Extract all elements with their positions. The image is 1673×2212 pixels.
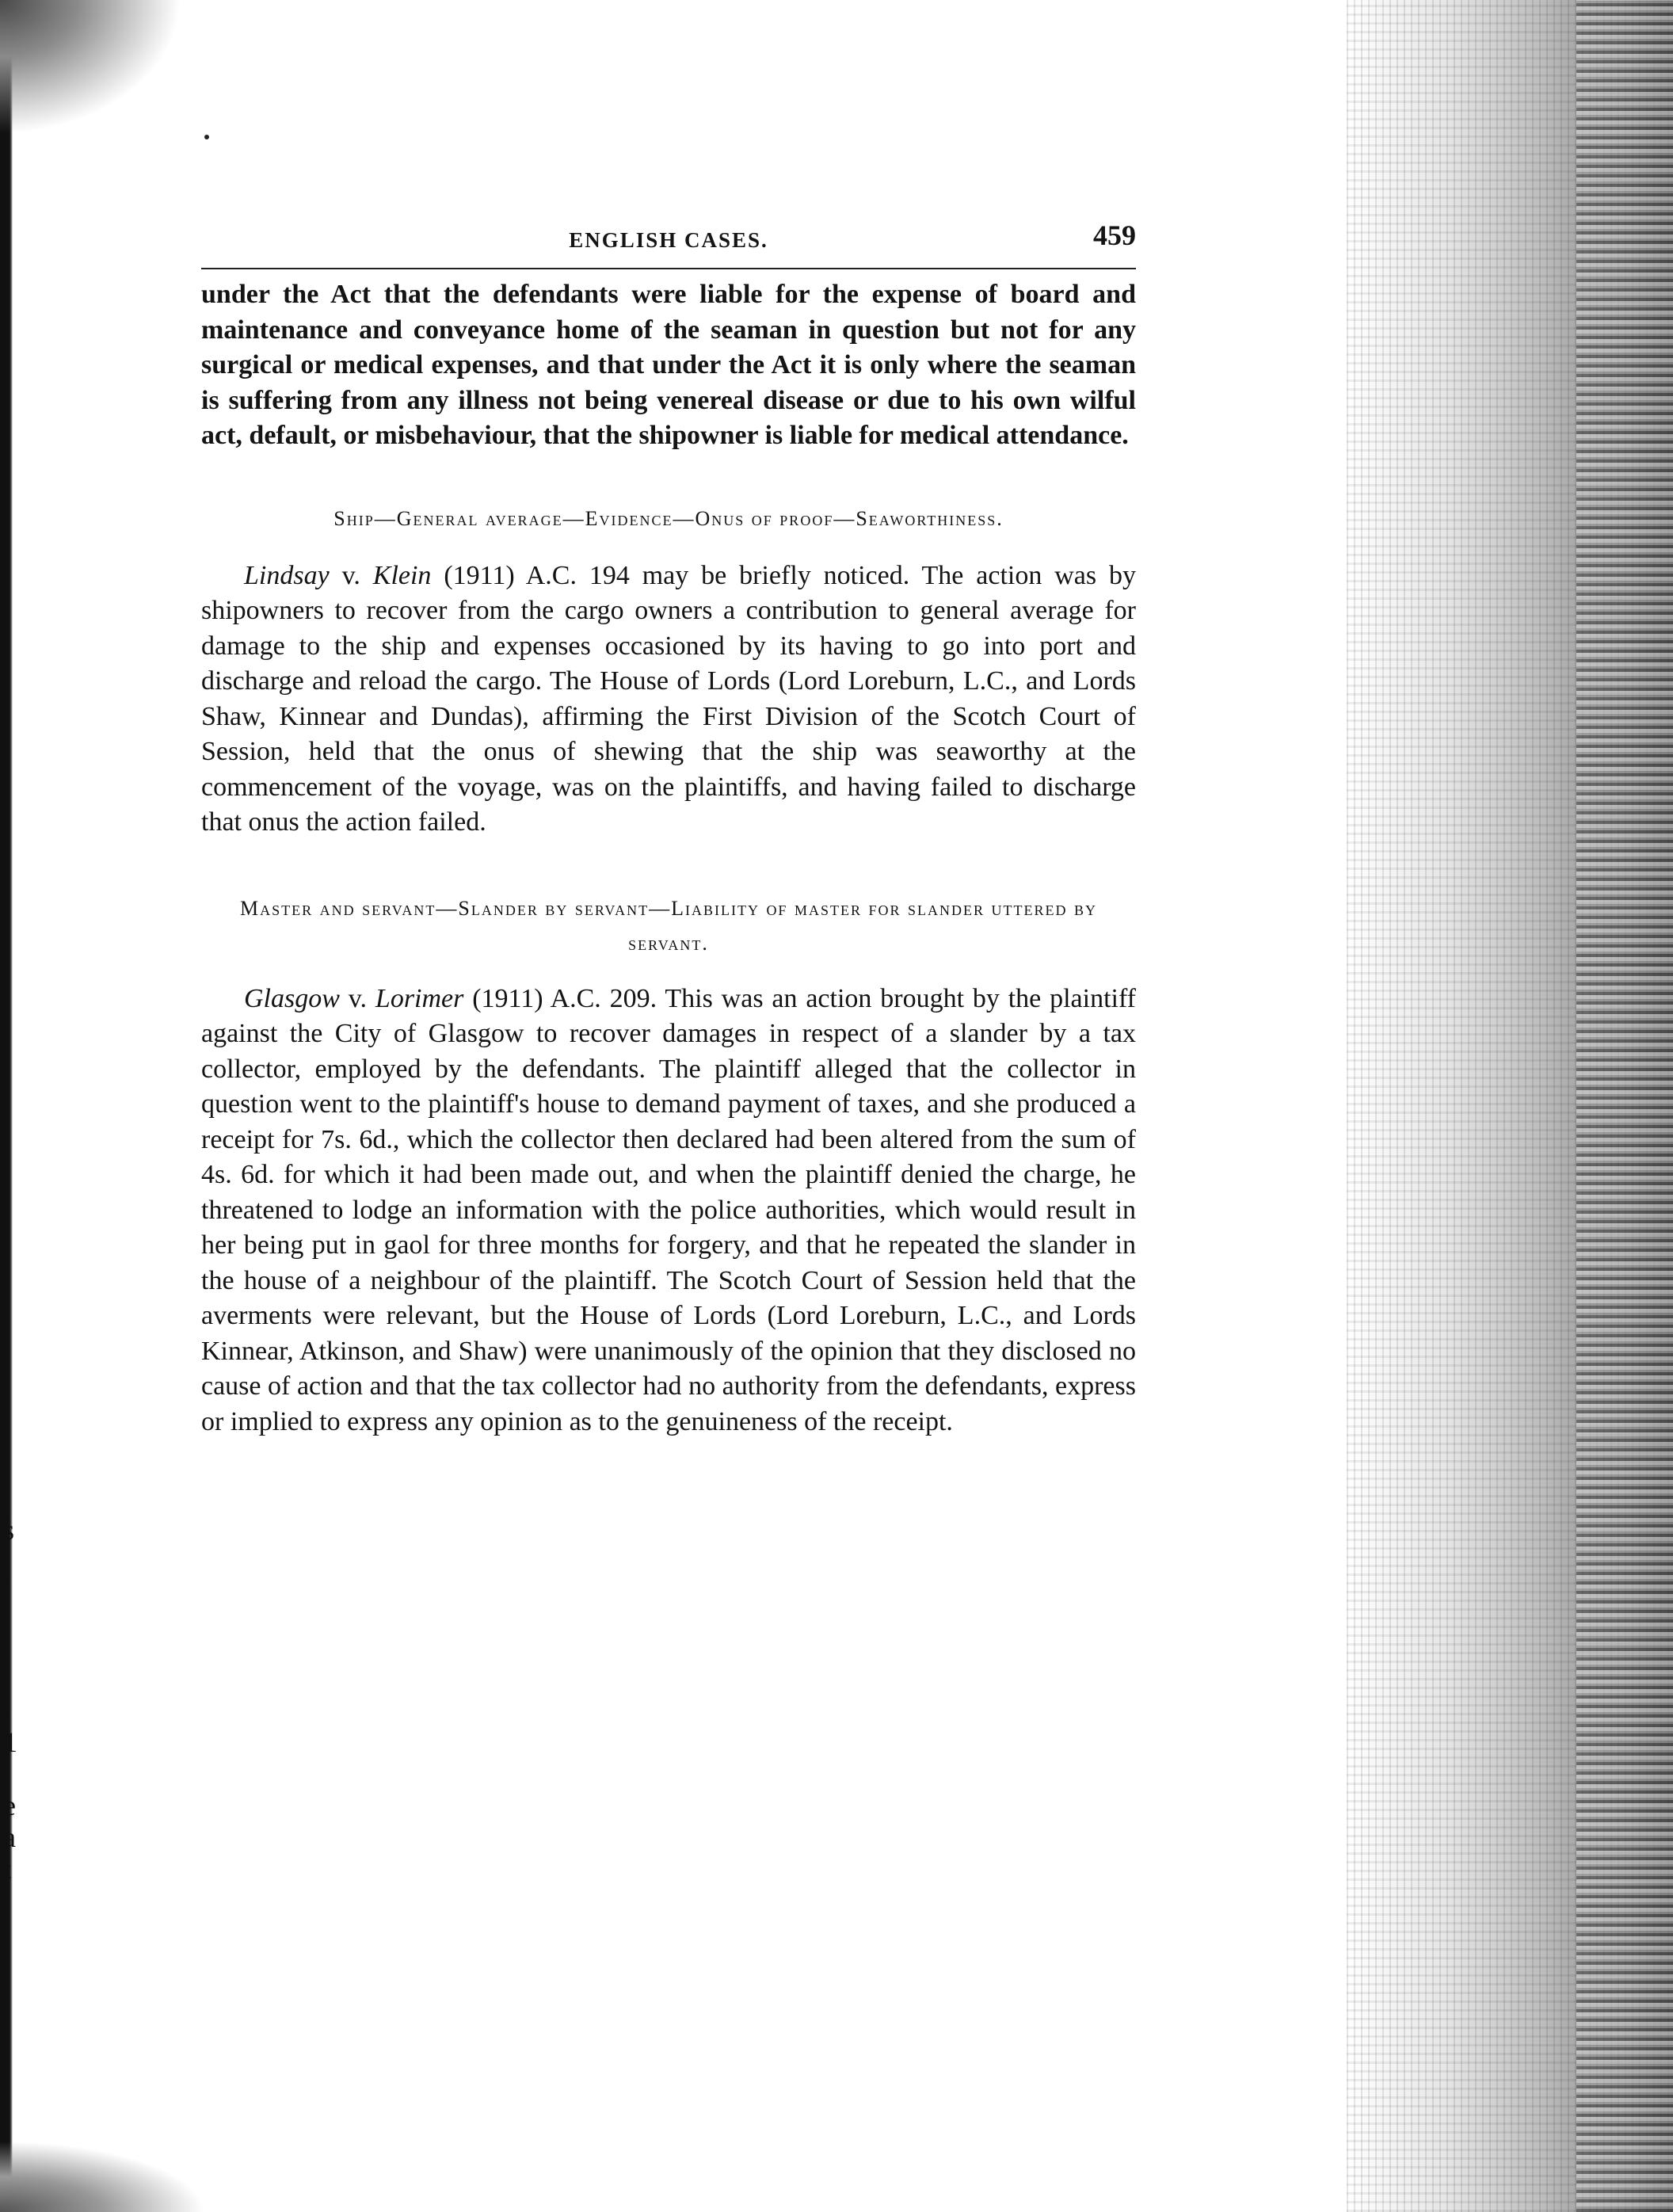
margin-fragment: .: [3, 1649, 10, 1680]
margin-fragment: .: [3, 1758, 10, 1790]
scan-corner-shadow-top: [0, 0, 182, 135]
margin-fragment: ,: [3, 1687, 10, 1718]
running-title: ENGLISH CASES.: [569, 228, 768, 252]
margin-fragment: e: [3, 1790, 16, 1821]
case-defendant: Lorimer: [375, 983, 464, 1013]
section-paragraph: [201, 982, 1136, 1440]
margin-fragment: s: [3, 1514, 15, 1546]
continuation-paragraph: under the Act that the defendants were liable for the expense of board and maintenance and conveyance home of the seaman in question but not for any surgical or medical expenses, and that under the Act it is only where the seaman is suffering from any illness not being venereal disease or due to his own wilful act, default, or misbehaviour, that the shipowner is liable for medical attendance.: [201, 280, 1136, 450]
scan-corner-shadow-bottom: [0, 2141, 206, 2212]
scan-right-page-stack: [1576, 0, 1673, 2212]
page-number: 459: [1093, 219, 1136, 251]
running-header: [201, 219, 1136, 263]
case-plaintiff: Lindsay: [244, 560, 330, 590]
margin-fragment: ,: [3, 1554, 10, 1585]
case-text: (1911) A.C. 209. This was an action brought by the plaintiff against the City of Glasgow to recover damages in respect of a slander by a tax collector, employed by the defendants. The plaintiff alleged that the collector in question went to the plaintiff's house to demand payment of taxes, and she produced a receipt for 7s. 6d., which the collector then declared had been altered from the sum of 4s. 6d. for which it had been made out, and when the plaintiff denied the charge, he threatened to lodge an information with the police authorities, which would result in her being put in gaol for three months for forgery, and that he repeated the slander in the house of a neighbour of the plaintiff. The Scotch Court of Session held that the averments were relevant, but the House of Lords (Lord Loreburn, L.C., and Lords Kinnear, Atkinson, and Shaw) were unanimously of the opinion that they disclosed no cause of action and that the tax collector had no authority from the defendants, express or implied to express any opinion as to the genuineness of the receipt.: [201, 983, 1136, 1436]
section-paragraph: [201, 559, 1136, 841]
margin-fragment: 1: [3, 1726, 17, 1758]
section-heading: Ship—General average—Evidence—Onus of proof—Seaworthiness.: [333, 506, 1004, 530]
ink-speck: [204, 135, 209, 139]
case-versus: v.: [329, 560, 373, 590]
case-text: (1911) A.C. 194 may be briefly noticed. The action was by shipowners to recover from the cargo owners a contribution to general average for damage to the ship and expenses occasioned by its having to go into port and discharge and reload the cargo. The House of Lords (Lord Loreburn, L.C., and Lords Shaw, Kinnear and Dundas), affirming the First Division of the Scotch Court of Session, held that the onus of shewing that the ship was seaworthy at the commencement of the voyage, was on the plaintiffs, and having failed to discharge that onus the action failed.: [201, 560, 1136, 837]
header-rule: [201, 268, 1136, 269]
case-defendant: Klein: [372, 560, 432, 590]
margin-fragment: ,: [3, 1490, 10, 1522]
margin-fragment: t: [3, 1853, 12, 1885]
case-versus: v.: [339, 983, 375, 1013]
page-content: [201, 219, 1136, 1440]
left-margin-fragments: [2, 0, 17, 2212]
margin-fragment: a: [3, 1821, 16, 1853]
case-plaintiff: Glasgow: [244, 983, 340, 1013]
section-heading: Master and servant—Slander by servant—Liability of master for slander uttered by servant.: [240, 896, 1097, 955]
